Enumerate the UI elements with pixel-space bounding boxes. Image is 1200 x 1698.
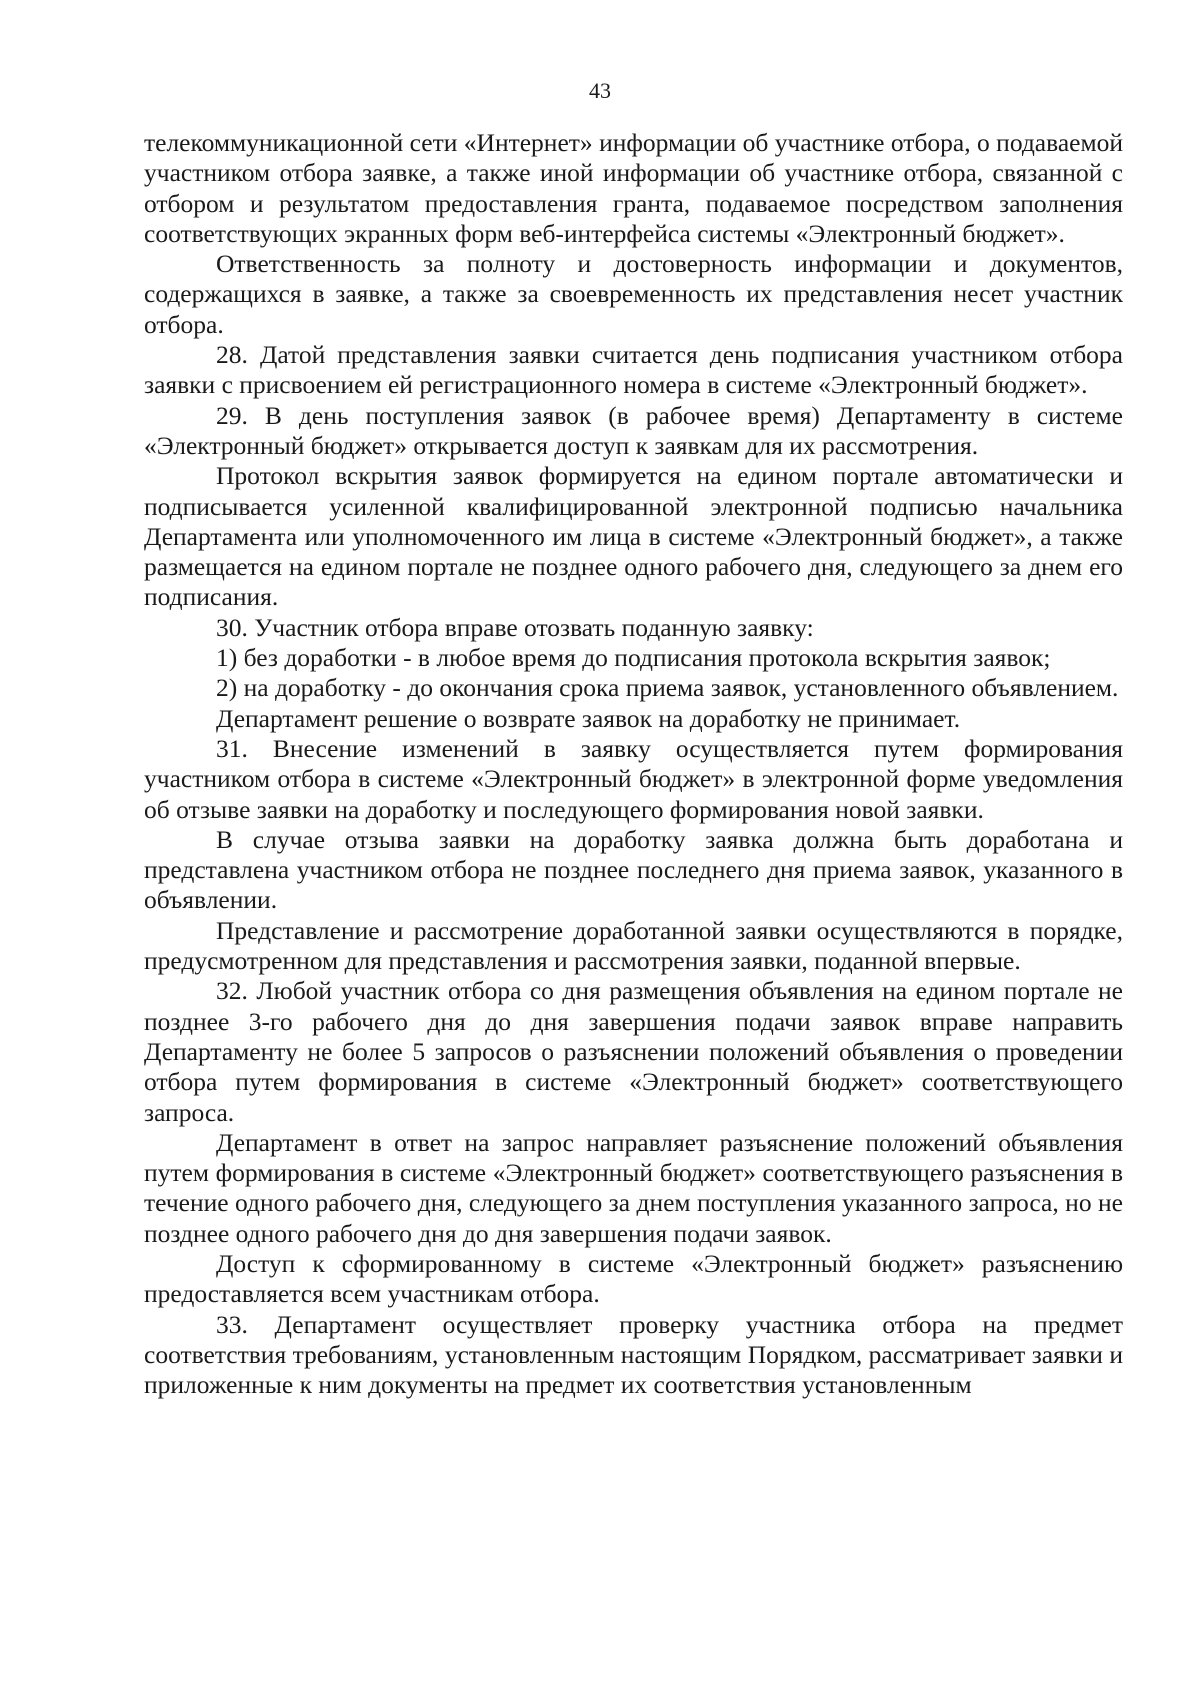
- paragraph-16: 33. Департамент осуществляет проверку участника отбора на предмет соответствия требованиям, установленным настоящим Порядком, рассматривает заявки и приложенные к ним документы на предмет их соответствия установленным: [144, 1309, 1123, 1400]
- paragraph-2: Ответственность за полноту и достоверность информации и документов, содержащихся в заявке, а также за своевременность их представления несет участник отбора.: [144, 249, 1123, 339]
- paragraph-11: В случае отзыва заявки на доработку заявка должна быть доработана и представлена участником отбора не позднее последнего дня приема заявок, указанного в объявлении.: [144, 824, 1123, 915]
- paragraph-14: Департамент в ответ на запрос направляет разъяснение положений объявления путем формирования в системе «Электронный бюджет» соответствующего разъяснения в течение одного рабочего дня, следующего за днем поступления указанного запроса, но не позднее одного рабочего дня до дня завершения подачи заявок.: [144, 1127, 1123, 1248]
- paragraph-15: Доступ к сформированному в системе «Электронный бюджет» разъяснению предоставляется всем участникам отбора.: [144, 1248, 1123, 1309]
- document-body: [144, 128, 1123, 1400]
- paragraph-5: Протокол вскрытия заявок формируется на едином портале автоматически и подписывается усиленной квалифицированной электронной подписью начальника Департамента или уполномоченного им лица в системе «Электронный бюджет», а также размещается на едином портале не позднее одного рабочего дня, следующего за днем его подписания.: [144, 461, 1123, 612]
- paragraph-7: 1) без доработки - в любое время до подписания протокола вскрытия заявок;: [216, 643, 1051, 673]
- paragraph-10: 31. Внесение изменений в заявку осуществляется путем формирования участником отбора в системе «Электронный бюджет» в электронной форме уведомления об отзыве заявки на доработку и последующего формирования новой заявки.: [144, 733, 1123, 824]
- page-number: 43: [589, 78, 611, 103]
- paragraph-6: 30. Участник отбора вправе отозвать поданную заявку:: [216, 612, 814, 642]
- paragraph-9: Департамент решение о возврате заявок на доработку не принимает.: [216, 703, 961, 733]
- paragraph-8: 2) на доработку - до окончания срока приема заявок, установленного объявлением.: [216, 673, 1119, 703]
- paragraph-13: 32. Любой участник отбора со дня размещения объявления на едином портале не позднее 3-го рабочего дня до дня завершения подачи заявок вправе направить Департаменту не более 5 запросов о разъяснении положений объявления о проведении отбора путем формирования в системе «Электронный бюджет» соответствующего запроса.: [144, 976, 1123, 1127]
- paragraph-1: телекоммуникационной сети «Интернет» информации об участнике отбора, о подаваемой участником отбора заявке, а также иной информации об участнике отбора, связанной с отбором и результатом предоставления гранта, подаваемое посредством заполнения соответствующих экранных форм веб-интерфейса системы «Электронный бюджет».: [144, 128, 1123, 248]
- paragraph-12: Представление и рассмотрение доработанной заявки осуществляются в порядке, предусмотренном для представления и рассмотрения заявки, поданной впервые.: [144, 915, 1123, 976]
- paragraph-4: 29. В день поступления заявок (в рабочее время) Департаменту в системе «Электронный бюджет» открывается доступ к заявкам для их рассмотрения.: [144, 400, 1123, 460]
- paragraph-3: 28. Датой представления заявки считается день подписания участником отбора заявки с присвоением ей регистрационного номера в системе «Электронный бюджет».: [144, 340, 1123, 400]
